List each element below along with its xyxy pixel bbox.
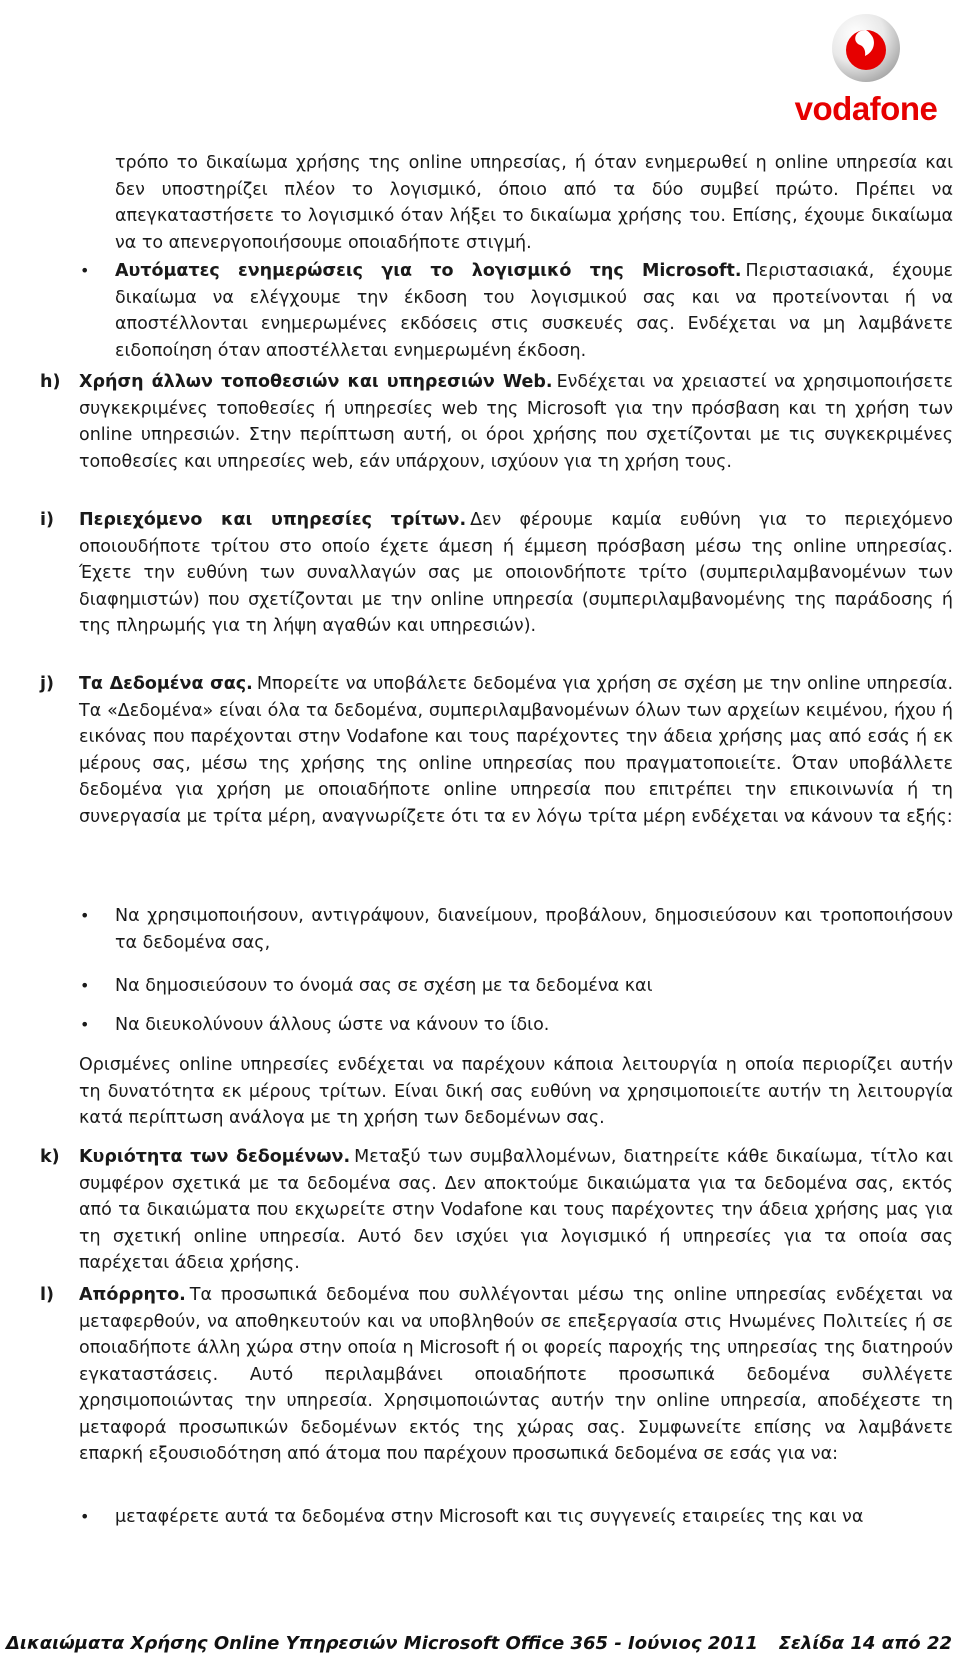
section-marker-h: h) [40,372,61,392]
section-title: Χρήση άλλων τοποθεσιών και υπηρεσιών Web. [79,372,553,392]
list-item-text: μεταφέρετε αυτά τα δεδομένα στην Microsoft και τις συγγενείς εταιρείες της και να [115,1507,864,1527]
section-text: Δεν φέρουμε καμία ευθύνη για το περιεχόμενο οποιουδήποτε τρίτου στο οποίο έχετε άμεση ή έμμεση πρόσβαση μέσω της online υπηρεσίας. Έχετε την ευθύνη των συναλλαγών σας με οποιονδήποτε τρίτο (συμπεριλαμβανομένων των διαφημιστών) που σχετίζονται με την online υπηρεσία (συμπεριλαμβανομένης της παράδοσης ή της πληρωμής για τη λήψη αγαθών και υπηρεσιών). [79,510,954,636]
vodafone-wordmark: vodafone [794,90,938,127]
vodafone-logo [786,12,946,127]
list-item [115,1504,953,1531]
continuation-paragraph [115,150,953,256]
section-text: Μπορείτε να υποβάλετε δεδομένα για χρήση σε σχέση με την online υπηρεσία. Τα «Δεδομένα» είναι όλα τα δεδομένα, συμπεριλαμβανομένων όλων των αρχείων κειμένου, ήχου ή εικόνας που παρέχονται στην Vodafone και τους παρέχοντες την άδεια χρήσης μας από εσάς ή εκ μέρους σας, μέσω της χρήσης της online υπηρεσίας που πραγματοποιείτε. Όταν υποβάλλετε δεδομένα για χρήση με οποιαδήποτε online υπηρεσία που επιτρέπει την επικοινωνία ή τη συνεργασία με τρίτα μέρη, αναγνωρίζετε ότι τα εν λόγω τρίτα μέρη ενδέχεται να κάνουν τα εξής: [79,674,954,827]
section-title: Περιεχόμενο και υπηρεσίες τρίτων. [79,510,467,530]
section-marker-l: l) [40,1285,54,1305]
section-text: Ενδέχεται να χρειαστεί να χρησιμοποιήσετε συγκεκριμένες τοποθεσίες ή υπηρεσίες web της Microsoft για την πρόσβαση και τη χρήση των online υπηρεσιών. Στην περίπτωση αυτή, οι όροι χρήσης που σχετίζονται με τις συγκεκριμένες τοποθεσίες και υπηρεσίες web, εάν υπάρχουν, ισχύουν για τη χρήση τους. [79,372,953,472]
paragraph-text: τρόπο το δικαίωμα χρήσης της online υπηρεσίας, ή όταν ενημερωθεί η online υπηρεσία και δεν υποστηρίζει πλέον το λογισμικό, όποιο από τα δύο συμβεί πρώτο. Πρέπει να απεγκαταστήσετε το λογισμικό όταν λήξει το δικαίωμα χρήσης του. Επίσης, έχουμε δικαίωμα να το απενεργοποιήσουμε οποιαδήποτε στιγμή. [115,153,953,253]
list-item-text: Να δημοσιεύσουν το όνομά σας σε σχέση με τα δεδομένα και [115,976,653,996]
bullet-icon: • [80,1015,90,1034]
section-h [79,369,953,475]
section-i [79,507,953,640]
paragraph-text: Ορισμένες online υπηρεσίες ενδέχεται να παρέχουν κάποια λειτουργία η οποία περιορίζει αυτήν τη δυνατότητα εκ μέρους τρίτων. Είναι δική σας ευθύνη να χρησιμοποιείτε αυτήν τη λειτουργία κατά περίπτωση ανάλογα με τη χρήση των δεδομένων σας. [79,1055,953,1128]
list-item [115,903,953,956]
footer-title: Δικαιώματα Χρήσης Online Υπηρεσιών Microsoft Office 365 - Ιούνιος 2011 [6,1633,758,1654]
section-j-note [79,1052,953,1132]
section-j [79,671,953,830]
section-marker-j: j) [40,674,54,694]
section-text: Τα προσωπικά δεδομένα που συλλέγονται μέσω της online υπηρεσίας ενδέχεται να μεταφερθούν, να αποθηκευτούν και να υποβληθούν σε επεξεργασία στις Ηνωμένες Πολιτείες ή σε οποιαδήποτε άλλη χώρα στην οποία η Microsoft ή οι φορείς παροχής της υπηρεσίας της διατηρούν εγκαταστάσεις. Αυτό περιλαμβάνει οποιαδήποτε προσωπικά δεδομένα συλλέγετε χρησιμοποιώντας την υπηρεσία. Χρησιμοποιώντας αυτήν την online υπηρεσία, αποδέχεστε τη μεταφορά προσωπικών δεδομένων εκτός της χώρας σας. Συμφωνείτε επίσης να λαμβάνετε επαρκή εξουσιοδότηση από άτομα που παρέχουν προσωπικά δεδομένα σε εσάς για να: [79,1285,953,1464]
item-title: Αυτόματες ενημερώσεις για το λογισμικό της Microsoft. [115,261,742,281]
vodafone-speechmark-icon [830,12,902,84]
section-k [79,1144,953,1277]
list-item-text: Να διευκολύνουν άλλους ώστε να κάνουν το ίδιο. [115,1015,550,1035]
section-l [79,1282,953,1468]
bullet-icon: • [80,1507,90,1526]
page-number: Σελίδα 14 από 22 [778,1633,952,1654]
list-item [115,1012,953,1039]
bullet-icon: • [80,976,90,995]
auto-updates-item [115,258,953,364]
item-text: Περιστασιακά, έχουμε δικαίωμα να ελέγχουμε την έκδοση του λογισμικού σας και να προτείνονται ή να αποστέλλονται ενημερωμένες εκδόσεις στις συσκευές σας. Ενδέχεται να μη λαμβάνετε ειδοποίηση όταν αποστέλλεται ενημερωμένη έκδοση. [115,261,953,361]
page-footer [0,1633,960,1657]
section-marker-i: i) [40,510,54,530]
list-item-text: Να χρησιμοποιήσουν, αντιγράψουν, διανείμουν, προβάλουν, δημοσιεύσουν και τροποποιήσουν τα δεδομένα σας, [115,906,953,953]
bullet-icon: • [80,906,90,925]
list-item [115,973,953,1000]
section-title: Κυριότητα των δεδομένων. [79,1147,351,1167]
section-text: Μεταξύ των συμβαλλομένων, διατηρείτε κάθε δικαίωμα, τίτλο και συμφέρον σχετικά με τα δεδομένα σας. Δεν αποκτούμε δικαιώματα για τα δεδομένα σας, εκτός από τα δικαιώματα που εκχωρείτε στην Vodafone και τους παρέχοντες την άδεια χρήσης μας για τη σχετική online υπηρεσία. Αυτό δεν ισχύει για λογισμικό ή υπηρεσίες για τα οποία σας παρέχεται άδεια χρήσης. [79,1147,953,1273]
section-title: Τα Δεδομένα σας. [79,674,253,694]
section-marker-k: k) [40,1147,60,1167]
section-title: Απόρρητο. [79,1285,186,1305]
bullet-icon: • [80,261,90,280]
